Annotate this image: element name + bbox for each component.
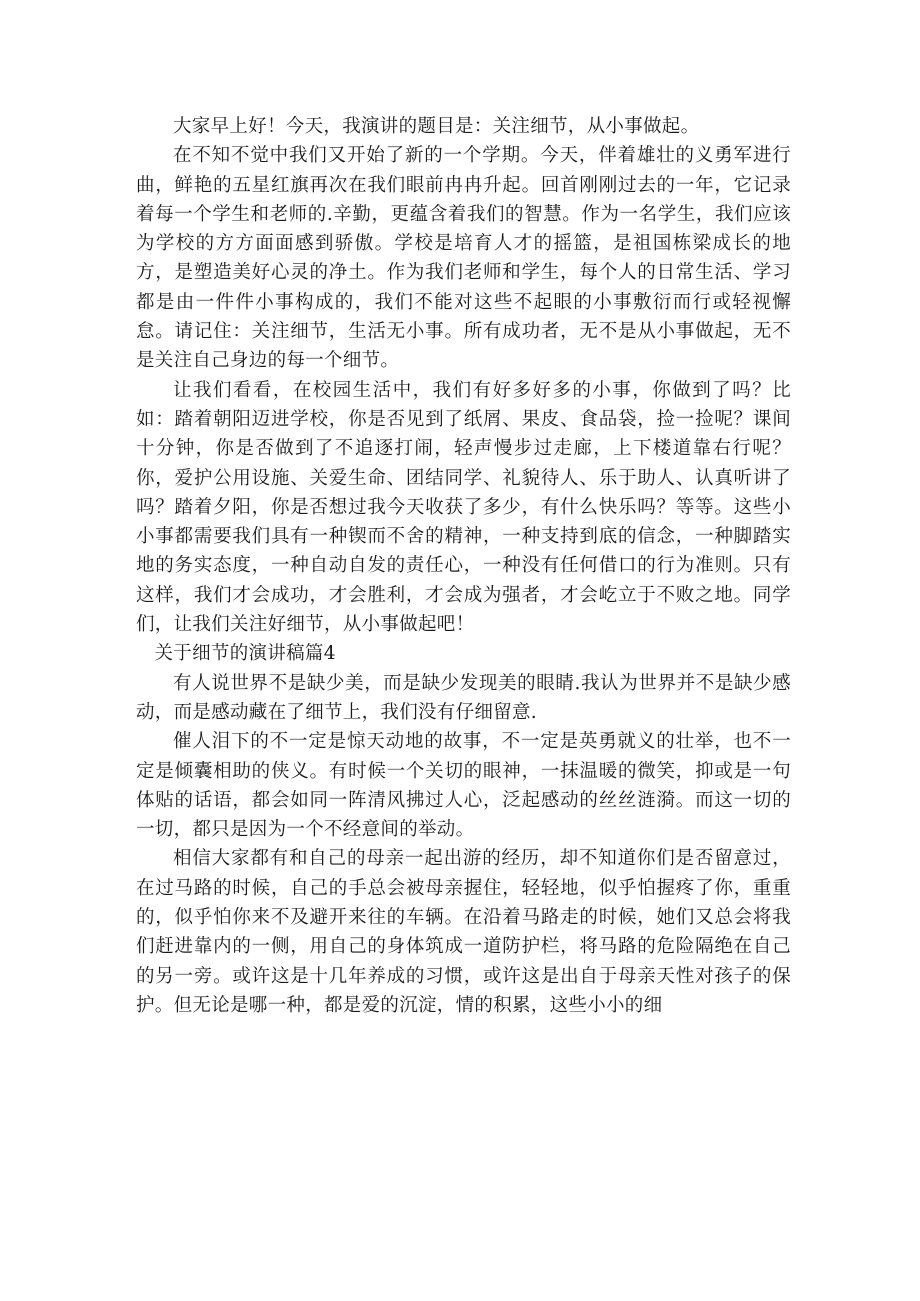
- document-page: [136, 112, 791, 1020]
- paragraph-beauty: 有人说世界不是缺少美，而是缺少发现美的眼睛.我认为世界并不是缺少感动，而是感动藏在了细节上，我们没有仔细留意.: [136, 672, 791, 723]
- paragraph-campus-life: 让我们看看，在校园生活中，我们有好多好多的小事，你做到了吗？比如：踏着朝阳迈进学校，你是否见到了纸屑、果皮、食品袋，捡一捡呢？课间十分钟，你是否做到了不追逐打闹，轻声慢步过走廊，上下楼道靠右行呢？你，爱护公用设施、关爱生命、团结同学、礼貌待人、乐于助人、认真听讲了吗？踏着夕阳，你是否想过我今天收获了多少，有什么快乐吗？等等。这些小小事都需要我们具有一种锲而不舍的精神，一种支持到底的信念，一种脚踏实地的务实态度，一种自动自发的责任心，一种没有任何借口的行为准则。只有这样，我们才会成功，才会胜利，才会成为强者，才会屹立于不败之地。同学们，让我们关注好细节，从小事做起吧！: [136, 379, 791, 636]
- paragraph-greeting: 大家早上好！今天，我演讲的题目是：关注细节，从小事做起。: [173, 116, 700, 137]
- paragraph-mother: 相信大家都有和自己的母亲一起出游的经历，却不知道你们是否留意过，在过马路的时候，自己的手总会被母亲握住，轻轻地，似乎怕握疼了你，重重的，似乎怕你来不及避开来往的车辆。在沿着马路走的时候，她们又总会将我们赶进靠内的一侧，用自己的身体筑成一道防护栏，将马路的危险隔绝在自己的另一旁。或许这是十几年养成的习惯，或许这是出自于母亲天性对孩子的保护。但无论是哪一种，都是爱的沉淀，情的积累，这些小小的细: [136, 848, 791, 1016]
- paragraph-touching: 催人泪下的不一定是惊天动地的故事，不一定是英勇就义的壮举，也不一定是倾囊相助的侠义。有时候一个关切的眼神，一抹温暖的微笑，抑或是一句体贴的话语，都会如同一阵清风拂过人心，泛起感动的丝丝涟漪。而这一切的一切，都只是因为一个不经意间的举动。: [136, 731, 791, 841]
- paragraph-new-semester: 在不知不觉中我们又开始了新的一个学期。今天，伴着雄壮的义勇军进行曲，鲜艳的五星红旗再次在我们眼前冉冉升起。回首刚刚过去的一年，它记录着每一个学生和老师的.辛勤，更蕴含着我们的智慧。作为一名学生，我们应该为学校的方方面面感到骄傲。学校是培育人才的摇篮，是祖国栋梁成长的地方，是塑造美好心灵的净土。作为我们老师和学生，每个人的日常生活、学习都是由一件件小事构成的，我们不能对这些不起眼的小事敷衍而行或轻视懈怠。请记住：关注细节，生活无小事。所有成功者，无不是从小事做起，无不是关注自己身边的每一个细节。: [136, 145, 791, 372]
- section-heading: 关于细节的演讲稿篇4: [154, 643, 336, 665]
